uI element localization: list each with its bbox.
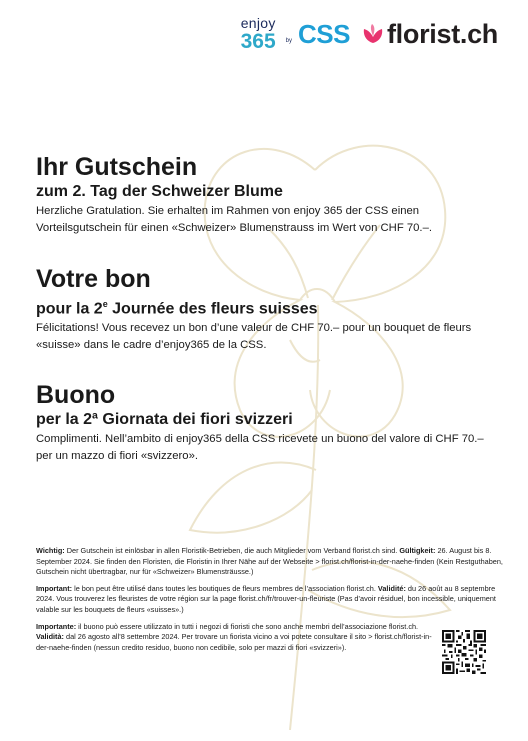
text-importante: il buono può essere utilizzato in tutti i negozi di fioristi che sono anche membri dell’associazione florist.ch. <box>76 621 419 631</box>
title-italian: Buono <box>36 381 116 410</box>
css-logo: CSS <box>298 18 350 49</box>
text-validite: du 26 août au 8 septembre 2024. Vous trouverez les fleuristes de votre région sur la page florist.ch/fr/trouver-un-fleuriste (Pas d’avoir résiduel, bon incessible, uniquement valable sur les bouquets de fleurs «suisses».) <box>36 583 496 614</box>
text-wichtig: Der Gutschein ist einlösbar in allen Floristik-Betrieben, die auch Mitglieder vom Verband florist.ch sind. <box>64 546 400 555</box>
label-importante: Importante: <box>36 621 77 631</box>
qr-code[interactable] <box>442 630 486 674</box>
florist-text: florist.ch <box>386 18 498 49</box>
body-italian: Complimenti. Nell’ambito di enjoy365 della CSS ricevete un buono del valore di CHF 70.– per un mazzo di fiori «svizzero». <box>36 433 484 463</box>
flower-icon <box>362 23 384 45</box>
florist-logo <box>362 19 498 50</box>
logo-bar <box>241 16 498 52</box>
fineprint-italian <box>36 622 432 654</box>
fineprint-french <box>36 584 506 616</box>
label-important: Important: <box>36 583 73 593</box>
subtitle-french-pre: pour la 2 <box>36 300 103 318</box>
section-french <box>36 264 496 354</box>
subtitle-french-post: Journée des fleurs suisses <box>107 300 318 318</box>
enjoy-text: enjoy <box>240 15 276 31</box>
voucher-content <box>36 152 496 465</box>
subtitle-italian: per la 2ª Giornata dei fiori svizzeri <box>36 411 293 429</box>
label-validita: Validità: <box>36 632 64 642</box>
section-italian <box>36 380 496 465</box>
section-german <box>36 152 496 237</box>
subtitle-french-sup: e <box>102 299 108 309</box>
fineprint-german <box>36 546 506 578</box>
enjoy365-logo <box>241 16 276 52</box>
title-french: Votre bon <box>36 265 151 293</box>
fineprint <box>36 546 506 659</box>
by-text: by <box>285 38 293 44</box>
body-german: Herzliche Gratulation. Sie erhalten im Rahmen von enjoy 365 der CSS einen Vorteilsgutschein für einen «Schweizer» Blumenstrauss im Wert von CHF 70.–. <box>36 205 432 234</box>
subtitle-french <box>36 294 496 319</box>
text-gueltigkeit: 26. August bis 8. September 2024. Sie finden den Floristen, die Floristin in Ihrer Nähe auf der Webseite > florist.ch/florist-in-der-naehe-finden (Kein Restguthaben, Gutschein nicht übertragbar, nur für «Schweizer» Blumensträusse.) <box>36 546 503 577</box>
text-validita: dal 26 agosto all’8 settembre 2024. Per trovare un fiorista vicino a voi potete consultare il sito > florist.ch/florist-in-der-naehe-finden (nessun credito residuo, buono non cedibile, solo per mazzi di fiori «svizzeri»). <box>36 632 432 652</box>
label-validite: Validité: <box>377 583 406 593</box>
label-wichtig: Wichtig: <box>36 546 65 555</box>
label-gueltigkeit: Gültigkeit: <box>399 546 436 555</box>
subtitle-german: zum 2. Tag der Schweizer Blume <box>36 183 283 200</box>
body-french: Félicitations! Vous recevez un bon d’une valeur de CHF 70.– pour un bouquet de fleurs «suisse» dans le cadre d’enjoy365 de la CSS. <box>36 322 472 352</box>
enjoy-number: 365 <box>240 30 276 53</box>
text-important: le bon peut être utilisé dans toutes les boutiques de fleurs membres de l’association florist.ch. <box>72 583 378 593</box>
title-german: Ihr Gutschein <box>36 153 198 181</box>
